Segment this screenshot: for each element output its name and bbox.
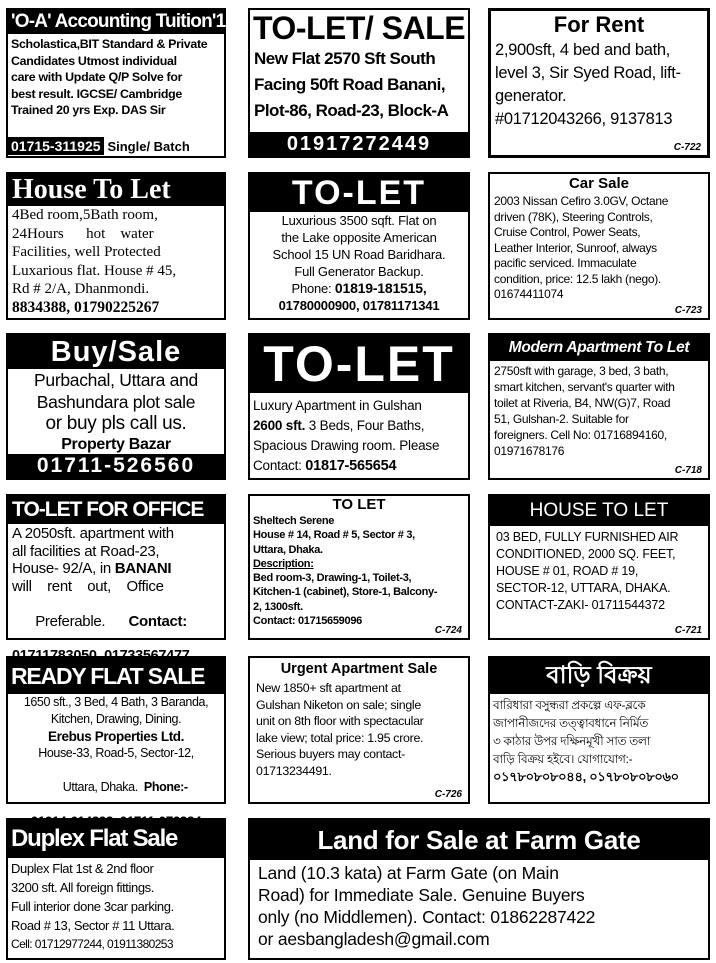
ad-title: Land for Sale at Farm Gate (250, 820, 708, 860)
ad-line: lake view; total price: 1.95 crore. (256, 730, 424, 745)
ad-title: 'O-A' Accounting Tuition'15 (8, 10, 224, 34)
ad-line: Preferable. (35, 612, 129, 630)
ad-code: C-723 (674, 305, 702, 316)
ad-line: Duplex Flat 1st & 2nd floor (11, 861, 154, 876)
ad-line: Cruise Control, Power Seats, (494, 225, 641, 239)
ad-line: #01712043266, 9137813 (495, 110, 673, 128)
ad-duplex-flat-sale (6, 818, 226, 960)
ad-line: Plot-86, Road-23, Block-A (254, 101, 449, 120)
ad-line: Serious buyers may contact- (256, 747, 405, 761)
ad-line: Luxury Apartment in Gulshan (253, 398, 422, 413)
ad-code: C-718 (674, 465, 702, 476)
ad-title: Car Sale (568, 175, 630, 192)
ad-title: বাড়ি বিক্রয় (490, 658, 708, 694)
ad-house-to-let-uttara (488, 494, 710, 640)
ad-area-name: BANANI (114, 560, 172, 577)
ad-line: Gulshan Niketon on sale; single (256, 697, 421, 712)
ad-line: 3200 sft. All foreign fittings. (11, 880, 154, 895)
ad-line: Candidates Utmost individual (11, 53, 177, 68)
ad-line: will rent out, Office (12, 577, 164, 595)
ad-car-sale (488, 172, 710, 320)
ad-line: the Lake opposite American (281, 230, 437, 245)
ad-line: 2,900sft, 4 bed and bath, (495, 41, 671, 59)
ad-tolet-gulshan (248, 333, 470, 480)
ad-line: Kitchen, Drawing, Dining. (50, 712, 182, 726)
ad-line: 2, 1300sft. (253, 600, 303, 613)
ad-line: 51, Gulshan-2. Suitable for (494, 412, 629, 426)
ad-title: READY FLAT SALE (8, 658, 224, 694)
ad-line: Sheltech Serene (253, 515, 335, 527)
ad-line: জাপানীজদের তত্ত্বাবধানে নির্মিত (493, 716, 649, 730)
ad-title: Modern Apartment To Let (490, 335, 708, 361)
ad-line: driven (78K), Steering Controls, (494, 209, 653, 224)
ad-phone: 01715-311925 (8, 137, 104, 155)
ad-tolet-baridhara (248, 172, 470, 320)
ad-line: Bed room-3, Drawing-1, Toilet-3, (253, 572, 412, 585)
ad-title: TO-LET (250, 174, 468, 212)
ad-title: Buy/Sale (8, 335, 224, 369)
ad-line: or aesbangladesh@gmail.com (258, 929, 490, 949)
ad-area: 2600 sft. (253, 418, 306, 433)
ad-line: Scholastica,BIT Standard & Private (11, 37, 208, 51)
ad-line: level 3, Sir Syed Road, lift- (495, 64, 681, 82)
ad-for-rent (488, 8, 710, 158)
ad-line: Full interior done 3car parking. (11, 899, 174, 914)
ad-title: TO-LET/ SALE (252, 10, 466, 46)
ad-line: condition, price: 12.5 lakh (nego). (494, 271, 661, 286)
ad-land-sale-farm-gate (248, 818, 710, 960)
ad-line: House # 14, Road # 5, Sector # 3, (253, 529, 415, 542)
ad-line: New Flat 2570 Sft South (254, 49, 436, 68)
ad-code: C-726 (434, 789, 462, 800)
ad-line: Land (10.3 kata) at Farm Gate (on Main (258, 863, 559, 883)
ad-contact-label: Contact: (253, 458, 306, 473)
ad-line: 3 Beds, Four Baths, (305, 418, 425, 433)
ad-line: New 1850+ sft apartment at (256, 681, 401, 695)
ad-phone: 01819-181515, (334, 280, 427, 296)
ad-title: TO LET (332, 496, 386, 513)
ad-phone-label: Phone: (291, 281, 332, 296)
ad-bangla-house-sale (488, 656, 710, 804)
ad-line: ৩ কাঠার উপর দক্ষিনমূখী সাত তলা (493, 734, 651, 748)
ad-line: care with Update Q/P Solve for (11, 70, 183, 84)
ad-title: TO-LET (250, 335, 468, 393)
ad-line: Spacious Drawing room. Please (253, 438, 440, 453)
ad-urgent-apartment (248, 656, 470, 804)
ad-title: For Rent (553, 12, 645, 37)
ad-code: C-721 (674, 625, 702, 636)
ad-line: best result. IGCSE/ Cambridge (11, 86, 183, 101)
ad-line: 01971678176 (494, 444, 565, 458)
ad-line: Road) for Immediate Sale. Genuine Buyers (258, 885, 585, 905)
ad-line: CONTACT-ZAKI- 01711544372 (496, 598, 665, 612)
ad-title: HOUSE TO LET (490, 496, 708, 526)
ad-line: Purbachal, Uttara and (34, 370, 198, 390)
ad-title: TO-LET FOR OFFICE (8, 496, 224, 524)
ad-contact-label: Contact: (128, 612, 187, 630)
ad-line: Luxurious 3500 sqft. Flat on (281, 213, 437, 228)
ad-line: HOUSE # 01, ROAD # 19, (496, 564, 639, 578)
ad-line: School 15 UN Road Baridhara. (272, 247, 446, 262)
ad-line: foreigners. Cell No: 01716894160, (494, 428, 667, 442)
ad-line: Road # 13, Sector # 11 Uttara. (11, 918, 175, 933)
ad-title: House To Let (8, 174, 224, 206)
ad-line: or buy pls call us. (45, 413, 187, 434)
ad-line: বাড়ি বিক্রয় হইবে। যোগাযোগ:- (493, 752, 633, 766)
ad-line: Bashundara plot sale (36, 392, 196, 412)
ad-line: Uttara, Dhaka. (253, 543, 323, 556)
ad-line: Leather Interior, Sunroof, always (494, 240, 657, 255)
ad-line: 01713234491. (256, 763, 332, 778)
ad-tolet-sale-banani (248, 8, 470, 158)
ad-phone: 01817-565654 (305, 458, 397, 474)
ad-desc-label: Description: (253, 557, 314, 570)
ad-phone: 01711-526560 (8, 454, 224, 478)
ad-phone: 01917272449 (250, 132, 468, 156)
ad-line: only (no Middlemen). Contact: 01862287422 (258, 907, 596, 927)
ad-code: C-722 (673, 142, 701, 153)
ad-line: বারিধারা বসুন্ধরা প্রকল্পে এফ-ব্লকে (493, 698, 646, 712)
ad-tolet-office (6, 494, 226, 640)
ad-line: 24Hours hot water (12, 225, 154, 242)
ad-line: unit on 8th floor with spectacular (256, 714, 424, 728)
ad-modern-apartment (488, 333, 710, 480)
ad-accounting-tuition (6, 8, 236, 158)
ad-line: House- 92/A, in (12, 560, 115, 577)
ad-line: 01674411074 (494, 287, 564, 301)
ad-line: Luxarious flat. House # 45, (12, 262, 177, 279)
ad-phones: 01780000900, 01781171341 (278, 298, 440, 313)
ad-line: 1650 sft., 3 Bed, 4 Bath, 3 Baranda, (23, 695, 209, 709)
ad-line: all facilities at Road-23, (12, 542, 160, 560)
ad-line: 03 BED, FULLY FURNISHED AIR (496, 530, 679, 544)
ad-line: Uttara, Dhaka. (62, 780, 144, 794)
ad-house-to-let-dhanmondi (6, 172, 226, 320)
ad-line: 2003 Nissan Cefiro 3.0GV, Octane (494, 194, 669, 208)
ad-line: CONDITIONED, 2000 SQ. FEET, (496, 547, 676, 561)
ad-tail: Single/ Batch (107, 139, 190, 154)
ad-ready-flat-sale (6, 656, 226, 804)
ad-line: toilet at Riveria, B4, NW(G)7, Road (494, 396, 671, 410)
ad-line: SECTOR-12, UTTARA, DHAKA. (496, 581, 671, 595)
ad-contact: Contact: 01715659096 (253, 615, 362, 628)
ad-line: Kitchen-1 (cabinet), Store-1, Balcony- (253, 586, 438, 599)
ad-line: 4Bed room,5Bath room, (12, 207, 158, 223)
ad-buy-sale (6, 333, 226, 480)
ad-phone-label: Phone:- (143, 780, 188, 794)
ad-title: Urgent Apartment Sale (280, 661, 438, 677)
ad-line: Facilities, well Protected (12, 244, 161, 260)
ad-phones: ০১৭৮০৮০৮০৪৪, ০১৭৮০৮০৮০৬০ (493, 769, 679, 784)
ad-sheltech (248, 494, 470, 640)
ad-code: C-724 (434, 625, 462, 636)
ad-line: 2750sft with garage, 3 bed, 3 bath, (494, 364, 669, 378)
ad-line: generator. (495, 87, 567, 105)
ad-phones: 8834388, 01790225267 (12, 298, 160, 316)
ad-line: Facing 50ft Road Banani, (254, 75, 446, 94)
ad-title: Duplex Flat Sale (8, 820, 224, 858)
ad-line: Rd # 2/A, Dhanmondi. (12, 281, 150, 297)
ad-cell: Cell: 01712977244, 01911380253 (11, 937, 173, 951)
ad-line: smart kitchen, servant's quarter with (494, 380, 675, 394)
ad-line: pacific serviced. Immaculate (494, 256, 637, 270)
ad-line: House-33, Road-5, Sector-12, (38, 746, 194, 760)
ad-company: Property Bazar (61, 436, 171, 453)
ad-line: Trained 20 yrs Exp. DAS Sir (11, 103, 166, 117)
ad-line: Full Generator Backup. (294, 264, 424, 279)
ad-line: A 2050sft. apartment with (12, 525, 174, 542)
ad-company: Erebus Properties Ltd. (48, 729, 184, 744)
